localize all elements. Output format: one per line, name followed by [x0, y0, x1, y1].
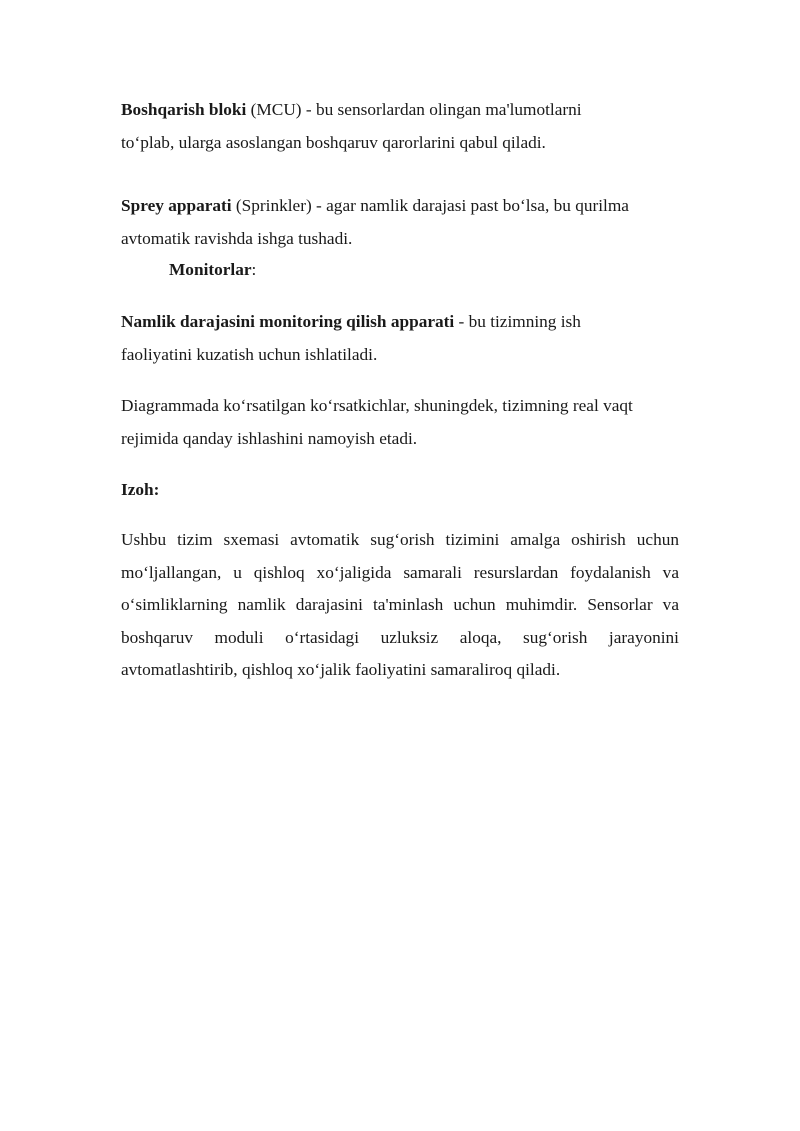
term-boshqarish-bloki: Boshqarish bloki [121, 100, 247, 119]
mcu-definition-end: to‘plab, ularga asoslangan boshqaruv qarorlarini qabul qiladi. [121, 132, 546, 152]
heading-izoh [121, 474, 679, 507]
sprey-definition-end: avtomatik ravishda ishga tushadi. [121, 228, 353, 248]
diagram-text-line1: Diagrammada ko‘rsatilgan ko‘rsatkichlar, shuningdek, tizimning real vaqt [121, 396, 633, 415]
diagram-text-line2: rejimida qanday ishlashini namoyish etadi. [121, 428, 418, 448]
term-namlik-monitoring: Namlik darajasini monitoring qilish apparati [121, 312, 455, 331]
paragraph-namlik [121, 306, 679, 371]
heading-monitorlar [169, 254, 569, 287]
paragraph-mcu [121, 94, 679, 159]
izoh-label: Izoh: [121, 480, 160, 499]
namlik-definition-start: - bu tizimning ish [454, 312, 581, 331]
sprey-definition-start: (Sprinkler) - agar namlik darajasi past bo‘lsa, bu qurilma [231, 196, 629, 215]
paragraph-izoh-body: Ushbu tizim sxemasi avtomatik sug‘orish tizimini amalga oshirish uchun mo‘ljallangan, u qishloq xo‘jaligida samarali resurslardan foydalanish va o‘simliklarning namlik darajasini ta'minlash uchun muhimdir. Sensorlar va boshqaruv moduli o‘rtasidagi uzluksiz aloqa, sug‘orish jarayonini avtomatlashtirib, qishloq xo‘jalik faoliyatini samaraliroq qiladi. [121, 530, 679, 679]
term-sprey-apparati: Sprey apparati [121, 196, 232, 215]
monitorlar-label: Monitorlar [169, 260, 252, 279]
mcu-definition-start: (MCU) - bu sensorlardan olingan ma'lumotlarni [246, 100, 582, 119]
paragraph-diagram [121, 390, 679, 455]
namlik-definition-end: faoliyatini kuzatish uchun ishlatiladi. [121, 344, 378, 364]
paragraph-sprey [121, 190, 679, 255]
monitorlar-colon: : [251, 260, 257, 279]
